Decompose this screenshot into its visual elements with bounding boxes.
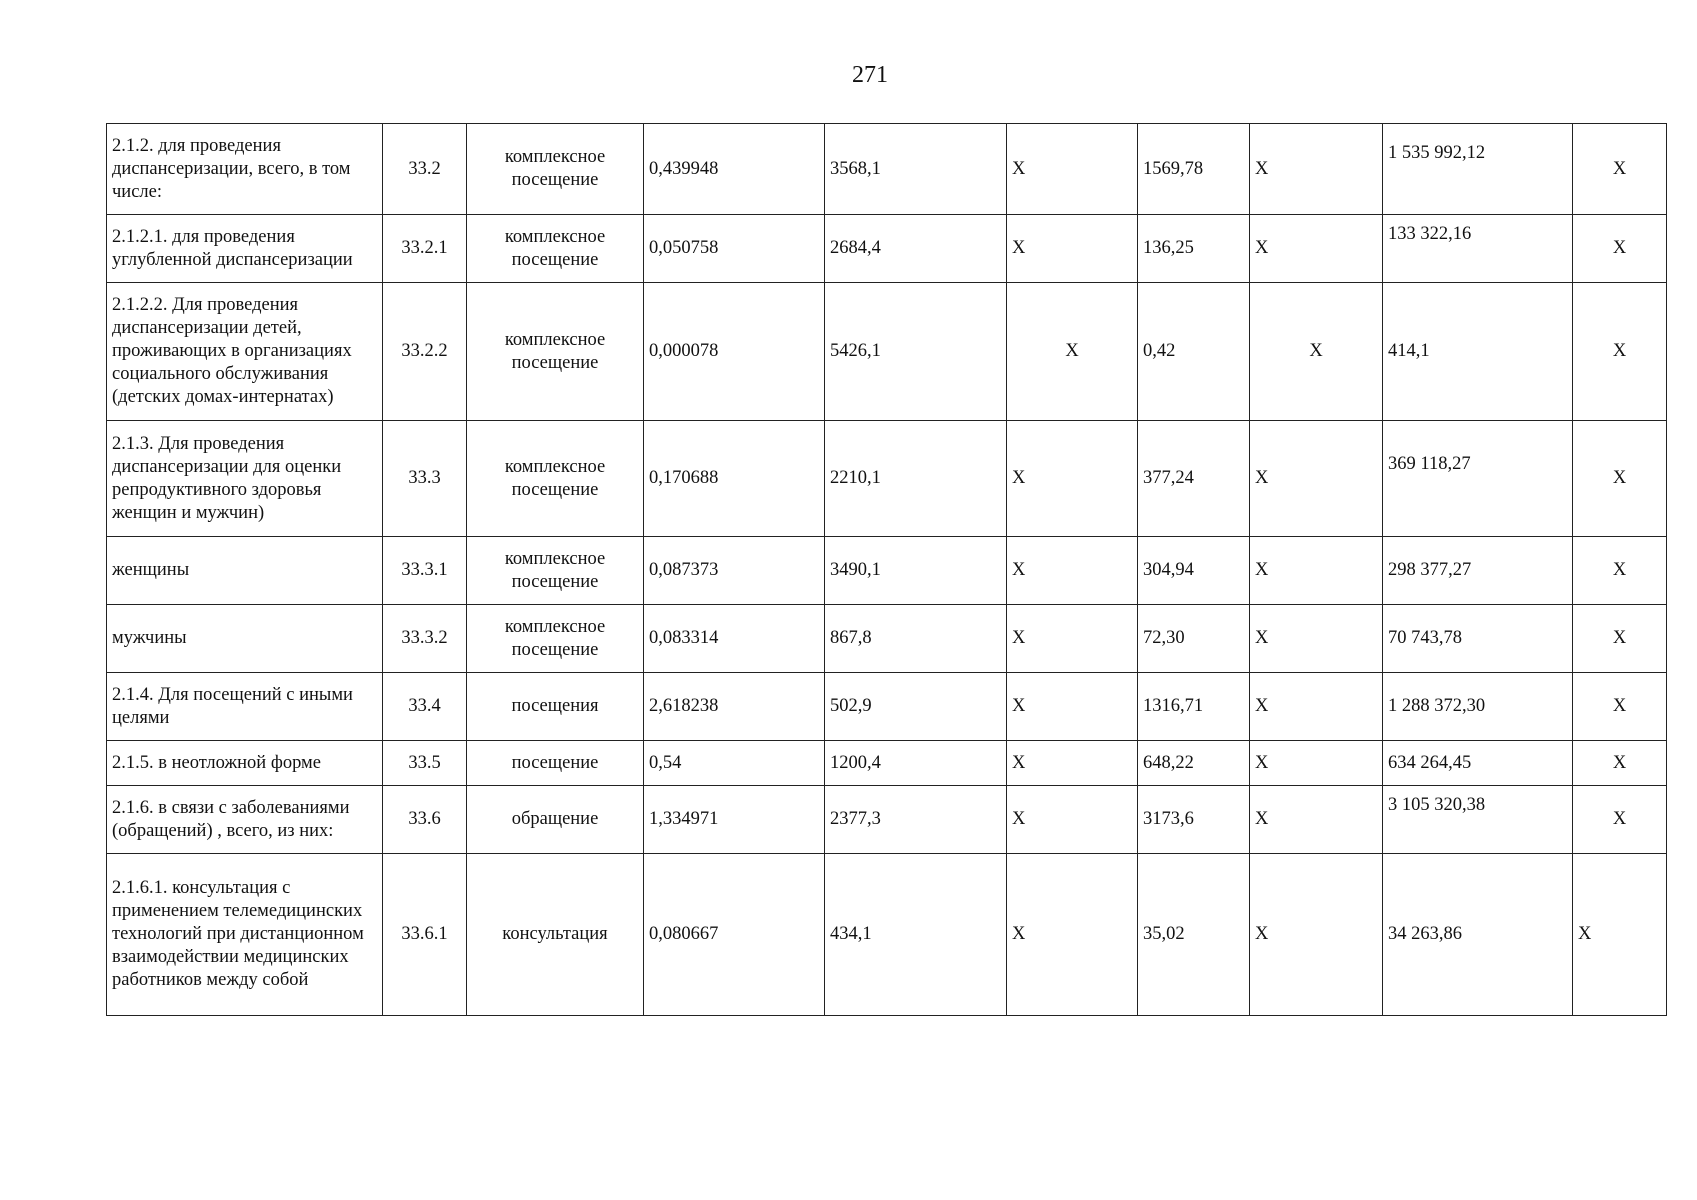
row-unit: посещения — [467, 673, 644, 741]
row-value-9: 1 288 372,30 — [1383, 673, 1573, 741]
row-x-8: X — [1250, 215, 1383, 283]
row-name: 2.1.6. в связи с заболеваниями (обращений) , всего, из них: — [107, 786, 383, 854]
row-x-8: X — [1250, 605, 1383, 673]
row-value-4: 0,000078 — [644, 283, 825, 421]
row-value-4: 0,170688 — [644, 421, 825, 537]
row-value-5: 3490,1 — [825, 537, 1007, 605]
row-value-9: 70 743,78 — [1383, 605, 1573, 673]
row-value-4: 0,087373 — [644, 537, 825, 605]
row-value-4: 0,439948 — [644, 124, 825, 215]
row-value-5: 5426,1 — [825, 283, 1007, 421]
row-x-8: X — [1250, 854, 1383, 1016]
table-row — [107, 673, 1667, 741]
row-x-6: X — [1007, 283, 1138, 421]
row-value-4: 0,54 — [644, 741, 825, 786]
table-row — [107, 124, 1667, 215]
row-name: 2.1.3. Для проведения диспансеризации для оценки репродуктивного здоровья женщин и мужчин) — [107, 421, 383, 537]
row-unit: комплексное посещение — [467, 421, 644, 537]
row-name: 2.1.2. для проведения диспансеризации, всего, в том числе: — [107, 124, 383, 215]
data-table — [106, 123, 1667, 1016]
row-value-7: 648,22 — [1138, 741, 1250, 786]
row-unit: посещение — [467, 741, 644, 786]
row-value-4: 2,618238 — [644, 673, 825, 741]
row-code: 33.3 — [383, 421, 467, 537]
row-value-7: 3173,6 — [1138, 786, 1250, 854]
row-value-5: 502,9 — [825, 673, 1007, 741]
row-value-9: 414,1 — [1383, 283, 1573, 421]
table-row — [107, 421, 1667, 537]
row-code: 33.6.1 — [383, 854, 467, 1016]
row-x-10: X — [1573, 215, 1667, 283]
row-value-9: 634 264,45 — [1383, 741, 1573, 786]
row-value-9: 298 377,27 — [1383, 537, 1573, 605]
row-x-10: X — [1573, 854, 1667, 1016]
table-row — [107, 605, 1667, 673]
row-x-10: X — [1573, 124, 1667, 215]
row-unit: комплексное посещение — [467, 283, 644, 421]
row-value-9: 3 105 320,38 — [1383, 786, 1573, 854]
row-x-6: X — [1007, 741, 1138, 786]
row-x-10: X — [1573, 741, 1667, 786]
row-x-10: X — [1573, 283, 1667, 421]
row-code: 33.6 — [383, 786, 467, 854]
row-value-9: 1 535 992,12 — [1383, 124, 1573, 215]
row-code: 33.3.1 — [383, 537, 467, 605]
row-x-8: X — [1250, 421, 1383, 537]
row-unit: комплексное посещение — [467, 537, 644, 605]
row-value-5: 2210,1 — [825, 421, 1007, 537]
table-row — [107, 215, 1667, 283]
row-unit: комплексное посещение — [467, 605, 644, 673]
row-name: 2.1.5. в неотложной форме — [107, 741, 383, 786]
row-name: мужчины — [107, 605, 383, 673]
row-x-6: X — [1007, 421, 1138, 537]
page-number: 271 — [852, 62, 888, 88]
row-unit: комплексное посещение — [467, 215, 644, 283]
row-value-7: 0,42 — [1138, 283, 1250, 421]
row-name: 2.1.2.2. Для проведения диспансеризации детей, проживающих в организациях социального обслуживания (детских домах-интернатах) — [107, 283, 383, 421]
row-x-10: X — [1573, 537, 1667, 605]
row-value-4: 1,334971 — [644, 786, 825, 854]
row-x-6: X — [1007, 537, 1138, 605]
row-x-10: X — [1573, 605, 1667, 673]
row-unit: обращение — [467, 786, 644, 854]
row-name: женщины — [107, 537, 383, 605]
row-value-7: 136,25 — [1138, 215, 1250, 283]
row-value-7: 72,30 — [1138, 605, 1250, 673]
row-x-8: X — [1250, 124, 1383, 215]
row-value-4: 0,080667 — [644, 854, 825, 1016]
row-x-10: X — [1573, 786, 1667, 854]
row-value-5: 2684,4 — [825, 215, 1007, 283]
row-code: 33.4 — [383, 673, 467, 741]
row-value-4: 0,050758 — [644, 215, 825, 283]
row-x-10: X — [1573, 673, 1667, 741]
row-value-7: 1316,71 — [1138, 673, 1250, 741]
row-value-5: 3568,1 — [825, 124, 1007, 215]
row-value-7: 1569,78 — [1138, 124, 1250, 215]
row-code: 33.2.2 — [383, 283, 467, 421]
row-x-8: X — [1250, 741, 1383, 786]
row-value-9: 133 322,16 — [1383, 215, 1573, 283]
row-value-4: 0,083314 — [644, 605, 825, 673]
row-value-9: 34 263,86 — [1383, 854, 1573, 1016]
row-value-9: 369 118,27 — [1383, 421, 1573, 537]
row-name: 2.1.6.1. консультация с применением телемедицинских технологий при дистанционном взаимодействии медицинских работников между собой — [107, 854, 383, 1016]
row-x-6: X — [1007, 854, 1138, 1016]
row-code: 33.2 — [383, 124, 467, 215]
row-code: 33.3.2 — [383, 605, 467, 673]
row-value-7: 304,94 — [1138, 537, 1250, 605]
row-value-5: 867,8 — [825, 605, 1007, 673]
row-value-5: 1200,4 — [825, 741, 1007, 786]
table-row — [107, 537, 1667, 605]
row-unit: комплексное посещение — [467, 124, 644, 215]
row-x-6: X — [1007, 673, 1138, 741]
row-value-7: 377,24 — [1138, 421, 1250, 537]
row-name: 2.1.2.1. для проведения углубленной диспансеризации — [107, 215, 383, 283]
row-x-8: X — [1250, 673, 1383, 741]
row-value-7: 35,02 — [1138, 854, 1250, 1016]
row-x-6: X — [1007, 124, 1138, 215]
row-x-8: X — [1250, 537, 1383, 605]
row-code: 33.2.1 — [383, 215, 467, 283]
row-x-6: X — [1007, 605, 1138, 673]
table-row — [107, 283, 1667, 421]
row-code: 33.5 — [383, 741, 467, 786]
row-x-8: X — [1250, 283, 1383, 421]
row-x-10: X — [1573, 421, 1667, 537]
row-value-5: 434,1 — [825, 854, 1007, 1016]
row-x-8: X — [1250, 786, 1383, 854]
table-row — [107, 786, 1667, 854]
table-row — [107, 854, 1667, 1016]
table-row — [107, 741, 1667, 786]
row-x-6: X — [1007, 215, 1138, 283]
row-name: 2.1.4. Для посещений с иными целями — [107, 673, 383, 741]
row-value-5: 2377,3 — [825, 786, 1007, 854]
row-x-6: X — [1007, 786, 1138, 854]
row-unit: консультация — [467, 854, 644, 1016]
